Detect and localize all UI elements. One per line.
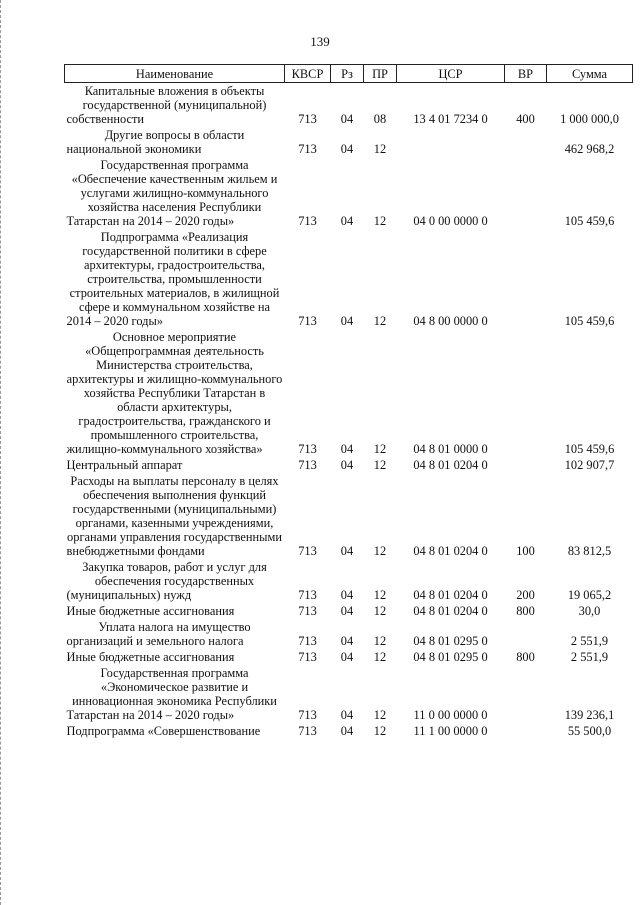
row-kvsr: 713 <box>298 650 317 664</box>
table-row <box>65 665 633 723</box>
row-sum: 55 500,0 <box>567 724 612 738</box>
row-csr: 04 8 01 0295 0 <box>413 634 488 648</box>
row-pr: 12 <box>373 634 387 648</box>
row-name: Подпрограмма «Реализация государственной политики в сфере архитектуры, градостроительства, строительства, промышленности строительных материалов, в жилищной сфере и коммунальном хозяйстве на 2014 – 2020 годы» <box>66 230 280 328</box>
row-rz: 04 <box>340 650 354 664</box>
row-kvsr: 713 <box>298 588 317 602</box>
row-name: Другие вопросы в области национальной экономики <box>66 128 245 156</box>
row-kvsr: 713 <box>298 214 317 228</box>
row-kvsr: 713 <box>298 634 317 648</box>
table-row <box>65 649 633 665</box>
row-name: Подпрограмма «Совершенствование <box>66 724 261 738</box>
row-pr: 12 <box>373 724 387 738</box>
row-csr <box>397 127 505 157</box>
table-header-row <box>65 65 633 83</box>
row-pr: 12 <box>373 442 387 456</box>
table-row <box>65 229 633 329</box>
row-csr: 11 1 00 0000 0 <box>413 724 488 738</box>
row-sum: 2 551,9 <box>570 634 609 648</box>
row-pr: 08 <box>373 112 387 126</box>
row-rz: 04 <box>340 708 354 722</box>
table-row <box>65 457 633 473</box>
row-vr <box>505 723 547 739</box>
row-vr: 200 <box>516 588 535 602</box>
row-rz: 04 <box>340 112 354 126</box>
row-csr: 11 0 00 0000 0 <box>413 708 488 722</box>
row-csr: 04 8 01 0204 0 <box>413 604 488 618</box>
row-name: Иные бюджетные ассигнования <box>66 650 235 664</box>
row-pr: 12 <box>373 588 387 602</box>
row-kvsr: 713 <box>298 112 317 126</box>
scan-edge <box>0 0 4 905</box>
table-row <box>65 473 633 559</box>
row-vr: 800 <box>516 604 535 618</box>
header-name: Наименование <box>65 65 285 83</box>
header-vr: ВР <box>505 65 547 83</box>
row-vr <box>505 157 547 229</box>
table-row <box>65 603 633 619</box>
row-pr: 12 <box>373 544 387 558</box>
header-sum: Сумма <box>547 65 633 83</box>
row-pr: 12 <box>373 314 387 328</box>
header-csr: ЦСР <box>397 65 505 83</box>
row-rz: 04 <box>340 544 354 558</box>
row-sum: 2 551,9 <box>570 650 609 664</box>
table-row <box>65 157 633 229</box>
row-pr: 12 <box>373 708 387 722</box>
row-name: Иные бюджетные ассигнования <box>66 604 235 618</box>
budget-table <box>64 64 633 739</box>
table-row <box>65 83 633 128</box>
row-rz: 04 <box>340 314 354 328</box>
row-rz: 04 <box>340 604 354 618</box>
table-row <box>65 723 633 739</box>
row-vr <box>505 329 547 457</box>
row-vr: 400 <box>516 112 535 126</box>
row-sum: 139 236,1 <box>564 708 615 722</box>
row-rz: 04 <box>340 442 354 456</box>
row-rz: 04 <box>340 458 354 472</box>
row-pr: 12 <box>373 650 387 664</box>
row-csr: 04 8 01 0204 0 <box>413 458 488 472</box>
row-sum: 1 000 000,0 <box>560 112 619 126</box>
row-kvsr: 713 <box>298 142 317 156</box>
row-sum: 105 459,6 <box>564 442 615 456</box>
row-csr: 04 8 01 0000 0 <box>413 442 488 456</box>
row-pr: 12 <box>373 604 387 618</box>
row-sum: 30,0 <box>578 604 601 618</box>
row-kvsr: 713 <box>298 724 317 738</box>
row-kvsr: 713 <box>298 314 317 328</box>
row-sum: 105 459,6 <box>564 314 615 328</box>
row-sum: 105 459,6 <box>564 214 615 228</box>
row-vr: 800 <box>516 650 535 664</box>
row-csr: 04 0 00 0000 0 <box>413 214 488 228</box>
row-kvsr: 713 <box>298 708 317 722</box>
row-name: Закупка товаров, работ и услуг для обеспечения государственных (муниципальных) нужд <box>66 560 267 602</box>
header-pr: ПР <box>364 65 397 83</box>
row-kvsr: 713 <box>298 604 317 618</box>
row-sum: 462 968,2 <box>564 142 615 156</box>
row-rz: 04 <box>340 214 354 228</box>
row-pr: 12 <box>373 214 387 228</box>
row-vr: 100 <box>516 544 535 558</box>
table-row <box>65 619 633 649</box>
header-rz: Рз <box>331 65 364 83</box>
row-csr: 04 8 00 0000 0 <box>413 314 488 328</box>
table-row <box>65 329 633 457</box>
row-vr <box>505 127 547 157</box>
row-rz: 04 <box>340 588 354 602</box>
row-name: Государственная программа «Экономическое развитие и инновационная экономика Республики Татарстан на 2014 – 2020 годы» <box>66 666 277 722</box>
row-pr: 12 <box>373 142 387 156</box>
row-name: Основное мероприятие «Общепрограммная деятельность Министерства строительства, архитектуры и жилищно-коммунального хозяйства Республики Татарстан в области архитектуры, градостроительства, гражданского и промышленного строительства, жилищно-коммунального хозяйства» <box>66 330 283 456</box>
header-kvsr: КВСР <box>285 65 331 83</box>
row-name: Центральный аппарат <box>66 458 183 472</box>
row-csr: 04 8 01 0295 0 <box>413 650 488 664</box>
row-sum: 102 907,7 <box>564 458 615 472</box>
row-csr: 13 4 01 7234 0 <box>413 112 488 126</box>
row-rz: 04 <box>340 724 354 738</box>
row-vr <box>505 619 547 649</box>
row-kvsr: 713 <box>298 442 317 456</box>
row-name: Уплата налога на имущество организаций и земельного налога <box>66 620 251 648</box>
row-rz: 04 <box>340 142 354 156</box>
row-rz: 04 <box>340 634 354 648</box>
row-vr <box>505 229 547 329</box>
row-name: Капитальные вложения в объекты государственной (муниципальной) собственности <box>66 84 267 126</box>
row-pr: 12 <box>373 458 387 472</box>
row-csr: 04 8 01 0204 0 <box>413 588 488 602</box>
row-sum: 19 065,2 <box>567 588 612 602</box>
page-number: 139 <box>310 34 330 49</box>
row-vr <box>505 665 547 723</box>
row-vr <box>505 457 547 473</box>
table-row <box>65 559 633 603</box>
row-name: Государственная программа «Обеспечение качественным жильем и услугами жилищно-коммунального хозяйства населения Республики Татарстан на 2014 – 2020 годы» <box>66 158 278 228</box>
row-name: Расходы на выплаты персоналу в целях обеспечения выполнения функций государственными (муниципальными) органами, казенными учреждениями, органами управления государственными внебюджетными фондами <box>66 474 282 558</box>
row-csr: 04 8 01 0204 0 <box>413 544 488 558</box>
row-kvsr: 713 <box>298 544 317 558</box>
row-kvsr: 713 <box>298 458 317 472</box>
row-sum: 83 812,5 <box>567 544 612 558</box>
table-row <box>65 127 633 157</box>
